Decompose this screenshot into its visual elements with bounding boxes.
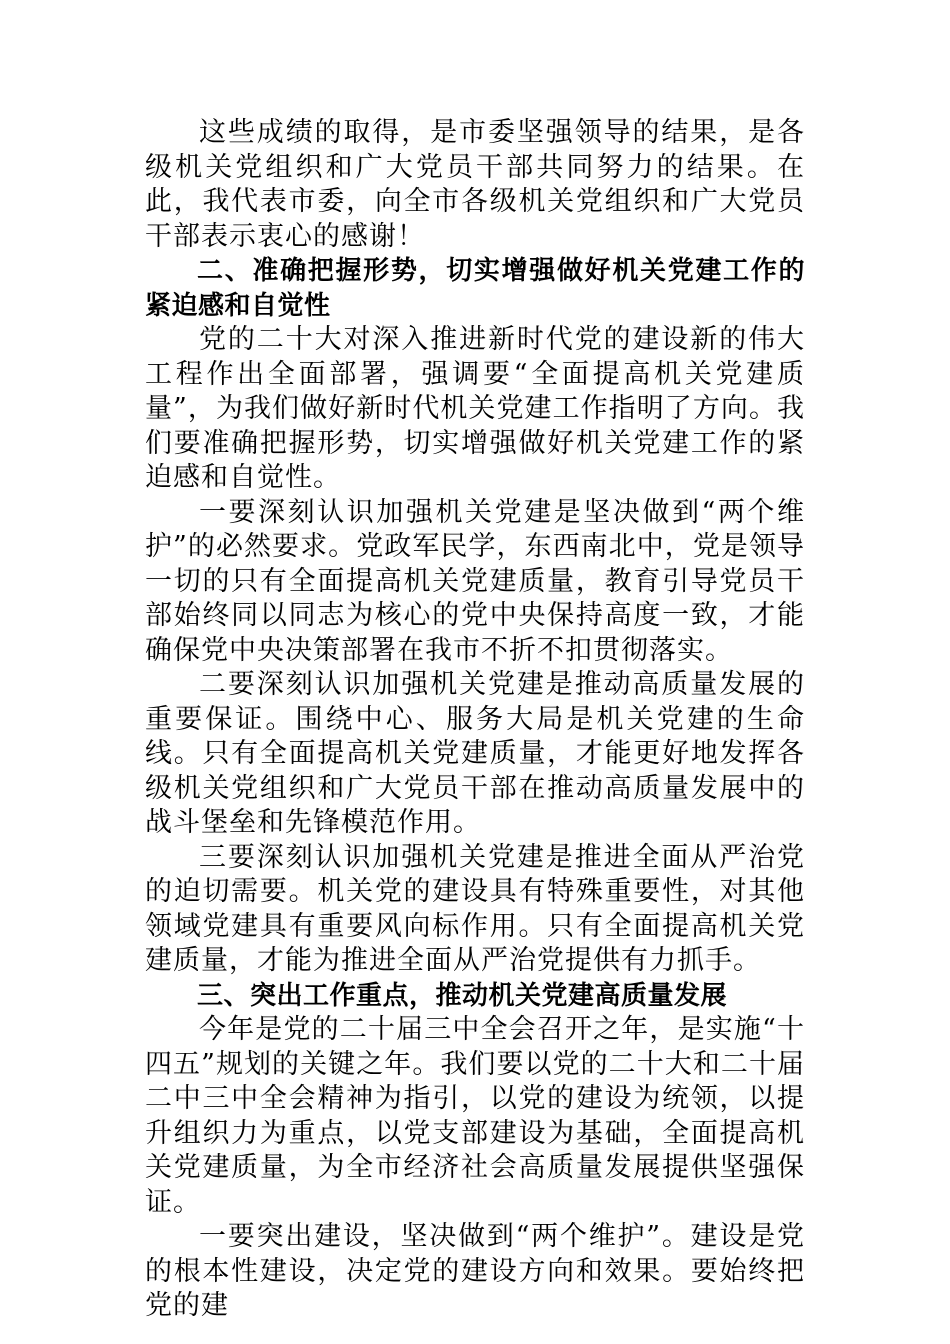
paragraph-point-1: 一要深刻认识加强机关党建是坚决做到“两个维护”的必然要求。党政军民学，东西南北中，党是领导一切的只有全面提高机关党建质量，教育引导党员干部始终同以同志为核心的党中央保持高度一致，才能确保党中央决策部署在我市不折不扣贯彻落实。 — [145, 496, 805, 666]
paragraph-section2-intro: 党的二十大对深入推进新时代党的建设新的伟大工程作出全面部署，强调要“全面提高机关党建质量”，为我们做好新时代机关党建工作指明了方向。我们要准确把握形势，切实增强做好机关党建工作的紧迫感和自觉性。 — [145, 324, 805, 493]
paragraph-acknowledgement: 这些成绩的取得，是市委坚强领导的结果，是各级机关党组织和广大党员干部共同努力的结果。在此，我代表市委，向全市各级机关党组织和广大党员干部表示衷心的感谢！ — [145, 117, 805, 252]
paragraph-point-2: 二要深刻认识加强机关党建是推动高质量发展的重要保证。围绕中心、服务大局是机关党建的生命线。只有全面提高机关党建质量，才能更好地发挥各级机关党组织和广大党员干部在推动高质量发展中的战斗堡垒和先锋模范作用。 — [145, 669, 805, 838]
paragraph-point-3: 三要深刻认识加强机关党建是推进全面从严治党的迫切需要。机关党的建设具有特殊重要性，对其他领域党建具有重要风向标作用。只有全面提高机关党建质量，才能为推进全面从严治党提供有力抓手。 — [145, 841, 805, 976]
section-heading-3: 三、突出工作重点，推动机关党建高质量发展 — [197, 980, 728, 1011]
paragraph-section3-point-1: 一要突出建设，坚决做到“两个维护”。建设是党的根本性建设，决定党的建设方向和效果。要始终把党的建 — [145, 1221, 805, 1321]
document-body — [145, 116, 805, 1324]
section-heading-2: 二、准确把握形势，切实增强做好机关党建工作的紧迫感和自觉性 — [145, 256, 805, 321]
paragraph-section3-intro: 今年是党的二十届三中全会召开之年，是实施“十四五”规划的关键之年。我们要以党的二十大和二十届二中三中全会精神为指引，以党的建设为统领，以提升组织力为重点，以党支部建设为基础，全面提高机关党建质量，为全市经济社会高质量发展提供坚强保证。 — [145, 1014, 805, 1218]
